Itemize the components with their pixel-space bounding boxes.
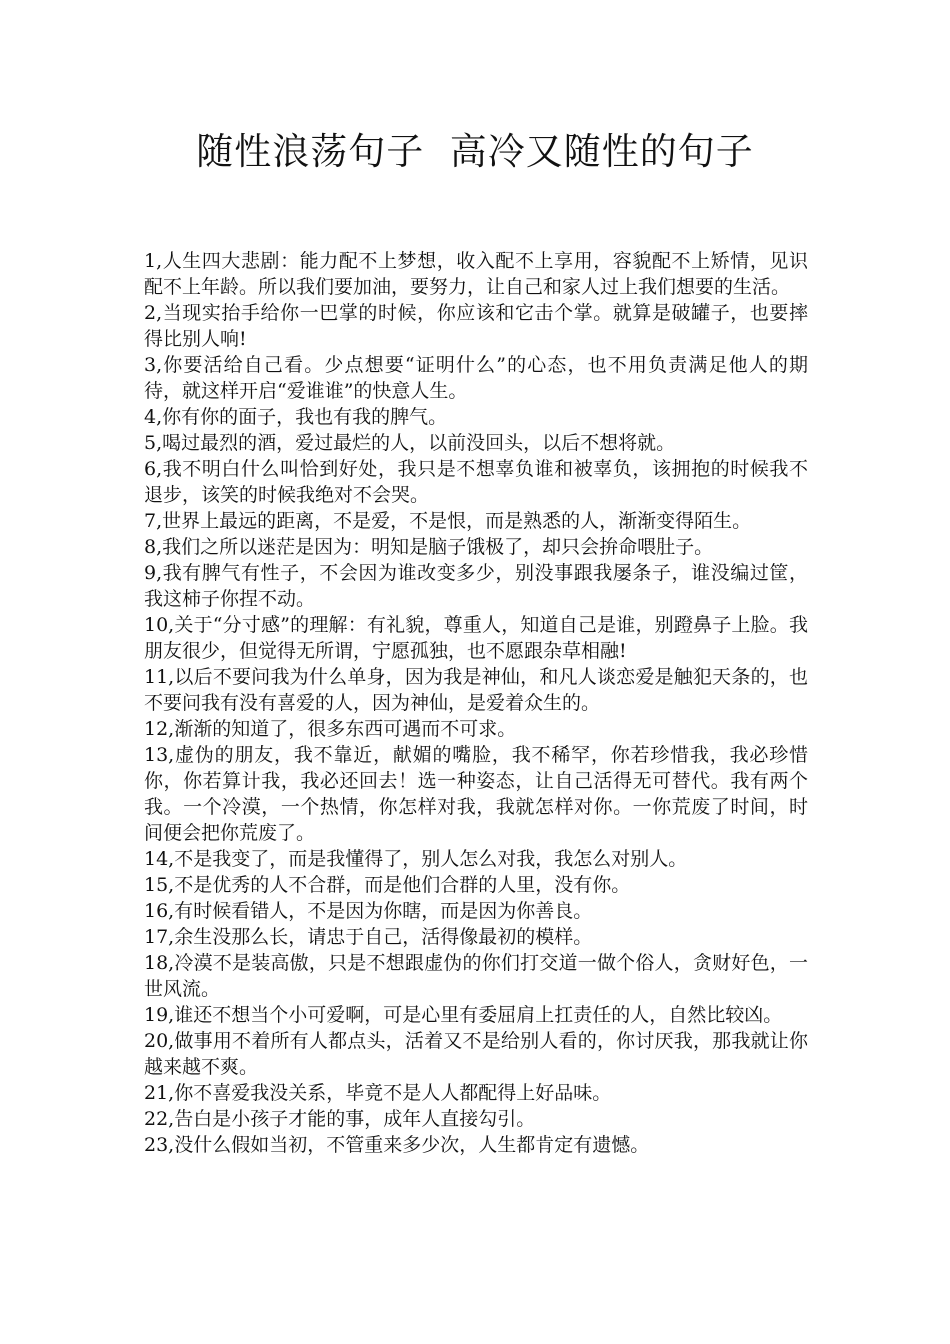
paragraph-item: 13,虚伪的朋友，我不靠近，献媚的嘴脸，我不稀罕，你若珍惜我，我必珍惜你，你若算计我，我必还回去！选一种姿态，让自己活得无可替代。我有两个我。一个冷漠，一个热情，你怎样对我，我就怎样对你。一你荒废了时间，时间便会把你荒废了。 — [144, 744, 808, 844]
paragraph-item: 8,我们之所以迷茫是因为：明知是脑子饿极了，却只会拚命喂肚子。 — [144, 536, 714, 558]
paragraph-item: 23,没什么假如当初，不管重来多少次，人生都肯定有遗憾。 — [144, 1134, 650, 1156]
paragraph-item: 21,你不喜爱我没关系，毕竟不是人人都配得上好品味。 — [144, 1082, 612, 1104]
paragraph-item: 1,人生四大悲剧：能力配不上梦想，收入配不上享用，容貌配不上矫情，见识配不上年龄。所以我们要加油，要努力，让自己和家人过上我们想要的生活。 — [144, 250, 808, 298]
paragraph-item: 12,渐渐的知道了，很多东西可遇而不可求。 — [144, 718, 517, 740]
paragraph-item: 15,不是优秀的人不合群，而是他们合群的人里，没有你。 — [144, 874, 631, 896]
paragraph-item: 14,不是我变了，而是我懂得了，别人怎么对我，我怎么对别人。 — [144, 848, 688, 870]
paragraph-item: 11,以后不要问我为什么单身，因为我是神仙，和凡人谈恋爱是触犯天条的，也不要问我有没有喜爱的人，因为神仙，是爱着众生的。 — [144, 666, 808, 714]
paragraph-item: 6,我不明白什么叫恰到好处，我只是不想辜负谁和被辜负，该拥抱的时候我不退步，该笑的时候我绝对不会哭。 — [144, 458, 808, 506]
paragraph-item: 3,你要活给自己看。少点想要“证明什么”的心态，也不用负责满足他人的期待，就这样开启“爱谁谁”的快意人生。 — [144, 354, 808, 402]
paragraph-item: 17,余生没那么长，请忠于自己，活得像最初的模样。 — [144, 926, 593, 948]
paragraph-item: 10,关于“分寸感”的理解：有礼貌，尊重人，知道自己是谁，别蹬鼻子上脸。我朋友很少，但觉得无所谓，宁愿孤独，也不愿跟杂草相融! — [144, 614, 808, 662]
paragraph-item: 4,你有你的面子，我也有我的脾气。 — [144, 406, 448, 428]
paragraph-item: 16,有时候看错人，不是因为你瞎，而是因为你善良。 — [144, 900, 593, 922]
page-title: 随性浪荡句子 高冷又随性的句子 — [196, 130, 754, 173]
paragraph-item: 7,世界上最远的距离，不是爱，不是恨，而是熟悉的人，渐渐变得陌生。 — [144, 510, 752, 532]
paragraph-item: 2,当现实抬手给你一巴掌的时候，你应该和它击个掌。就算是破罐子，也要摔得比别人响! — [144, 302, 808, 350]
paragraph-item: 5,喝过最烈的酒，爱过最烂的人，以前没回头，以后不想将就。 — [144, 432, 676, 454]
paragraph-item: 20,做事用不着所有人都点头，活着又不是给别人看的，你讨厌我，那我就让你越来越不爽。 — [144, 1030, 808, 1078]
paragraph-item: 18,冷漠不是装高傲，只是不想跟虚伪的你们打交道一做个俗人，贪财好色，一世风流。 — [144, 952, 808, 1000]
paragraph-item: 19,谁还不想当个小可爱啊，可是心里有委屈肩上扛责任的人，自然比较凶。 — [144, 1004, 783, 1026]
paragraph-list — [144, 248, 808, 1158]
paragraph-item: 9,我有脾气有性子，不会因为谁改变多少，别没事跟我屡条子，谁没编过筐，我这柿子你捏不动。 — [144, 562, 808, 610]
paragraph-item: 22,告白是小孩子才能的事，成年人直接勾引。 — [144, 1108, 536, 1130]
